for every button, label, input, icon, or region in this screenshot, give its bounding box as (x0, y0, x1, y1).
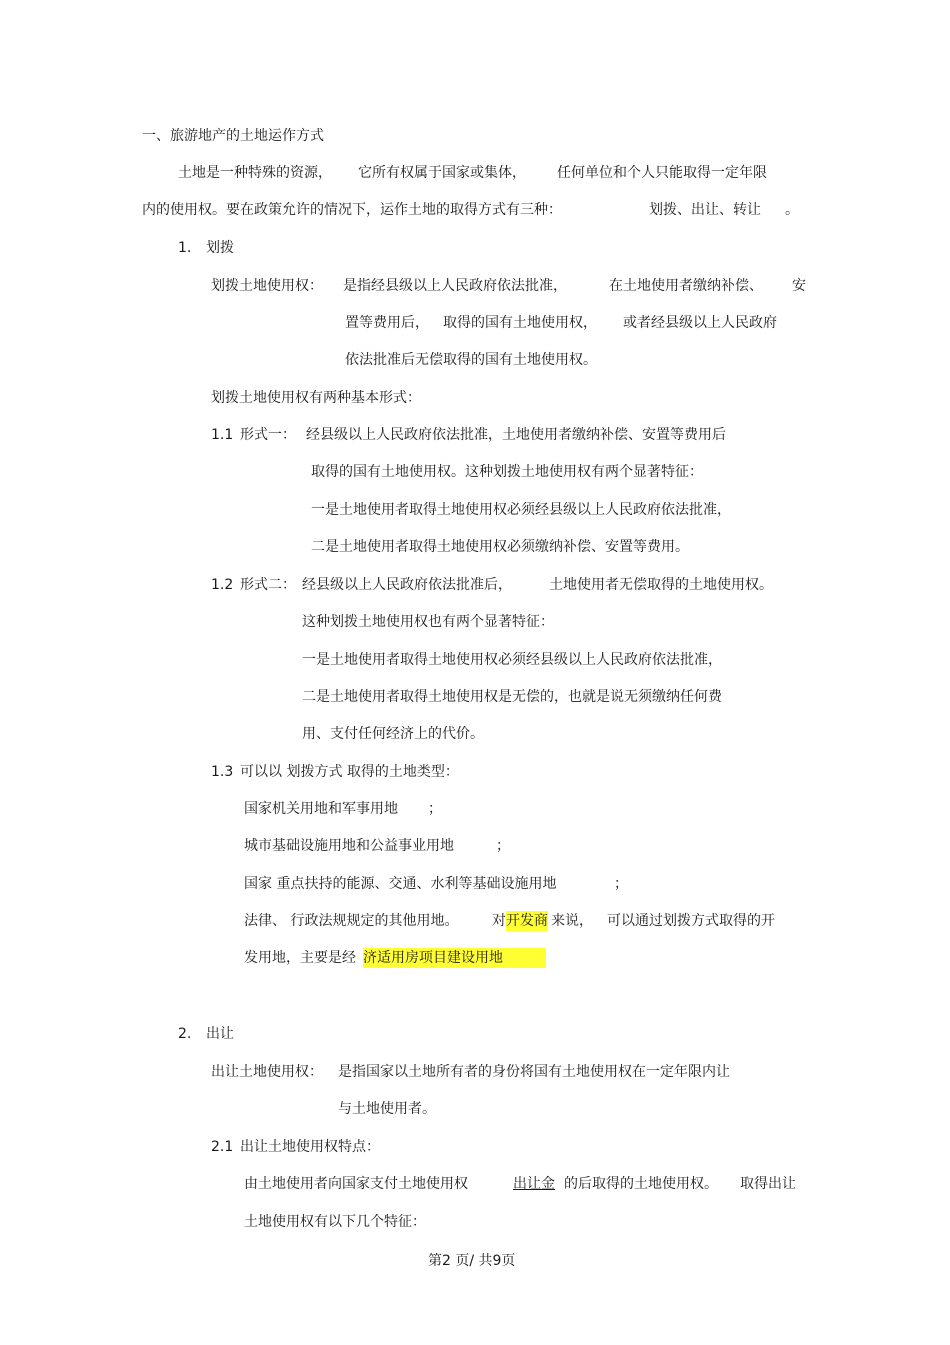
intro-text: 内的使用权。要在政策允许的情况下，运作土地的取得方式有三种： (142, 202, 562, 218)
list-item-separator: ； (496, 838, 510, 854)
intro-text: 划拨、出让、转让 (649, 202, 761, 218)
list-item: 发用地，主要是经 (244, 950, 356, 966)
paragraph: 一是土地使用者取得土地使用权必须经县级以上人民政府依法批准， (302, 652, 722, 668)
section-number: 2. (178, 1026, 192, 1042)
paragraph: 取得出让 (740, 1176, 796, 1192)
intro-text: 任何单位和个人只能取得一定年限 (557, 165, 767, 181)
list-item: 国家 重点扶持的能源、交通、水利等基础设施用地 (244, 876, 557, 892)
list-item: 来说， (551, 913, 593, 929)
paragraph: 土地使用者无偿取得的土地使用权。 (549, 577, 773, 593)
section-number: 1. (178, 240, 192, 256)
section-heading: 划拨 (206, 240, 234, 256)
subsection-label: 形式二： (240, 577, 296, 593)
intro-text: 。 (785, 202, 799, 218)
definition-text: 是指经县级以上人民政府依法批准， (343, 278, 567, 294)
list-item: 可以通过划拨方式取得的开 (607, 913, 775, 929)
definition-text: 依法批准后无偿取得的国有土地使用权。 (345, 352, 597, 368)
paragraph: 由土地使用者向国家支付土地使用权 (244, 1176, 468, 1192)
paragraph: 二是土地使用者取得土地使用权必须缴纳补偿、安置等费用。 (311, 539, 689, 555)
paragraph: 一是土地使用者取得土地使用权必须经县级以上人民政府依法批准， (311, 502, 731, 518)
highlighted-text: 济适用房项目建设用地 (363, 948, 546, 968)
subsection-label: 形式一： (240, 427, 296, 443)
subsection-label: 出让土地使用权特点： (240, 1139, 380, 1155)
subsection-number: 1.3 (211, 764, 234, 780)
paragraph: 土地使用权有以下几个特征： (244, 1214, 426, 1230)
page-footer: 第2 页/ 共9页 (428, 1253, 516, 1269)
definition-label: 出让土地使用权： (211, 1064, 323, 1080)
intro-text: 土地是一种特殊的资源， (178, 165, 332, 181)
paragraph: 划拨土地使用权有两种基本形式： (211, 390, 421, 406)
definition-text: 取得的国有土地使用权， (443, 315, 597, 331)
list-item-separator: ； (614, 876, 628, 892)
list-item: 国家机关用地和军事用地 (244, 801, 398, 817)
paragraph: 的后取得的土地使用权。 (564, 1176, 718, 1192)
paragraph: 用、支付任何经济上的代价。 (302, 726, 484, 742)
subsection-number: 2.1 (211, 1139, 234, 1155)
subsection-number: 1.1 (211, 427, 234, 443)
paragraph: 二是土地使用者取得土地使用权是无偿的，也就是说无须缴纳任何费 (302, 689, 722, 705)
definition-text: 或者经县级以上人民政府 (623, 315, 777, 331)
paragraph: 经县级以上人民政府依法批准，土地使用者缴纳补偿、安置等费用后 (306, 427, 726, 443)
paragraph: 这种划拨土地使用权也有两个显著特征： (302, 614, 554, 630)
definition-text: 安 (792, 278, 806, 294)
list-item: 法律、 行政法规规定的其他用地。 (244, 913, 459, 929)
list-item-separator: ； (428, 801, 442, 817)
definition-text: 与土地使用者。 (338, 1101, 436, 1117)
definition-text: 是指国家以土地所有者的身份将国有土地使用权在一定年限内让 (338, 1064, 730, 1080)
subsection-number: 1.2 (211, 577, 234, 593)
list-item: 城市基础设施用地和公益事业用地 (244, 838, 454, 854)
section-heading: 出让 (206, 1026, 234, 1042)
paragraph: 经县级以上人民政府依法批准后， (302, 577, 512, 593)
intro-text: 它所有权属于国家或集体， (358, 165, 526, 181)
section-title: 一、旅游地产的土地运作方式 (142, 128, 324, 144)
subsection-label: 可以以 划拨方式 取得的土地类型： (240, 764, 459, 780)
highlighted-text: 开发商 (506, 913, 548, 929)
definition-text: 在土地使用者缴纳补偿、 (609, 278, 763, 294)
paragraph: 取得的国有土地使用权。这种划拨土地使用权有两个显著特征： (311, 464, 703, 480)
underlined-text: 出让金 (513, 1176, 555, 1192)
definition-text: 置等费用后， (345, 315, 429, 331)
list-item: 对 (492, 913, 506, 929)
definition-label: 划拨土地使用权： (211, 278, 323, 294)
